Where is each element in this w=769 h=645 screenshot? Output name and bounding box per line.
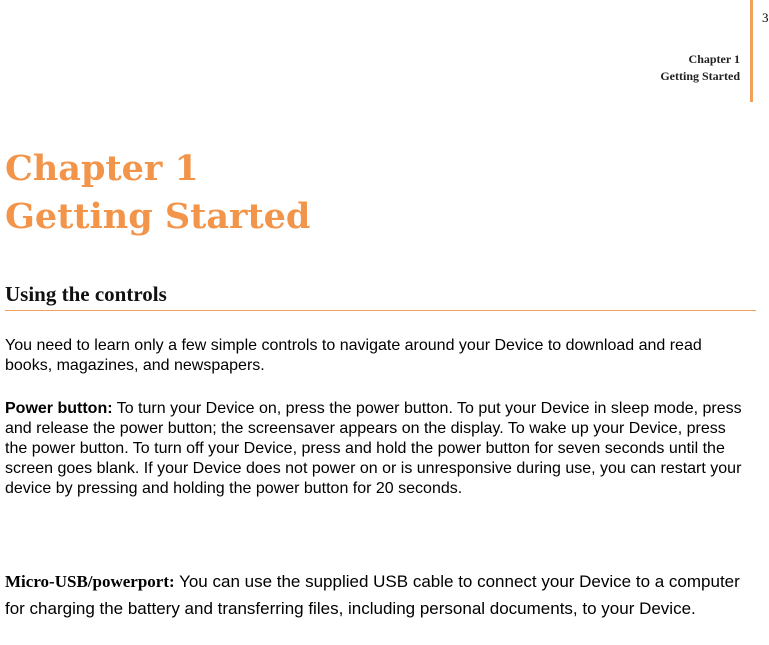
intro-paragraph: You need to learn only a few simple controls to navigate around your Device to download and read books, magazines, and newspapers. bbox=[5, 337, 702, 374]
running-header bbox=[660, 51, 740, 85]
power-button-paragraph bbox=[5, 399, 750, 499]
section-divider bbox=[5, 310, 756, 311]
power-button-term: Power button: bbox=[5, 400, 113, 417]
page-number: 3 bbox=[762, 10, 769, 25]
header-accent-rule bbox=[750, 0, 753, 102]
running-header-title: Getting Started bbox=[660, 69, 740, 83]
section-heading: Using the controls bbox=[5, 282, 167, 306]
chapter-title bbox=[5, 145, 310, 241]
micro-usb-paragraph bbox=[5, 568, 753, 622]
micro-usb-text: You can use the supplied USB cable to connect your Device to a computer for charging the battery and transferring files, including personal documents, to your Device. bbox=[5, 572, 740, 618]
running-header-chapter: Chapter 1 bbox=[688, 52, 740, 66]
micro-usb-term: Micro-USB/powerport: bbox=[5, 572, 175, 591]
power-button-text: To turn your Device on, press the power button. To put your Device in sleep mode, press and release the power button; the screensaver appears on the display. To wake up your Device, press the power button. To turn off your Device, press and hold the power button for seven seconds until the screen goes blank. If your Device does not power on or is unresponsive during use, you can restart your device by pressing and holding the power button for 20 seconds. bbox=[5, 400, 742, 497]
chapter-title-line1: Chapter 1 bbox=[5, 148, 199, 189]
chapter-title-line2: Getting Started bbox=[5, 196, 311, 237]
